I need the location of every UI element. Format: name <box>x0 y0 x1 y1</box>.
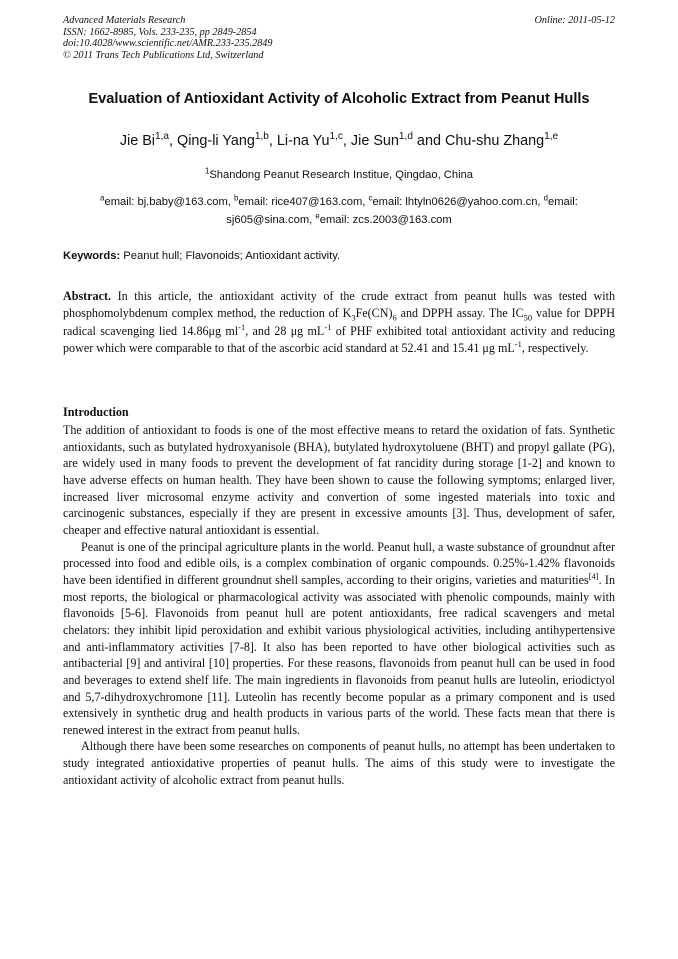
email-text: email: lhtyln0626@yahoo.com.cn, <box>372 196 544 208</box>
keywords <box>63 250 615 262</box>
abstract-text: , and 28 μg mL <box>245 323 325 338</box>
abstract-text: value for DPPH radical scavenging lied 14.86μg ml <box>63 306 616 338</box>
issn-line: ISSN: 1662-8985, Vols. 233-235, pp 2849-2854 <box>63 26 257 38</box>
abstract-text: Fe(CN) <box>355 306 393 321</box>
paragraph-text: Peanut is one of the principal agriculture plants in the world. Peanut hull, a waste substance of groundnut after processed into food and edible oils, is a complex combination of organic compounds. 0.25%-1.42% flavonoids have been identified in different groundnut shell samples, according to their origins, varieties and maturities <box>63 539 615 587</box>
section-heading-introduction: Introduction <box>63 405 129 419</box>
author-affil-sup: 1,e <box>544 131 559 143</box>
keywords-label: Keywords: <box>63 250 121 262</box>
keywords-text: Peanut hull; Flavonoids; Antioxidant activity. <box>120 250 341 262</box>
email-text: email: zcs.2003@163.com <box>319 213 452 226</box>
email-sup: c <box>368 193 373 203</box>
author-sep: , <box>268 133 277 149</box>
online-date: Online: 2011-05-12 <box>534 15 615 26</box>
author-name: Chu-shu Zhang <box>444 133 545 149</box>
journal-name: Advanced Materials Research <box>63 15 186 26</box>
abstract-label: Abstract. <box>63 289 112 303</box>
author-name: Jie Sun <box>350 133 399 149</box>
abstract-text: , respectively. <box>521 341 589 356</box>
paragraph <box>63 539 615 739</box>
email-text: email: bj.baby@163.com, <box>104 196 235 208</box>
abstract-text: and DPPH assay. The IC <box>396 306 524 321</box>
email-sup: d <box>543 193 548 203</box>
author-affil-sup: 1,d <box>398 131 413 143</box>
email-sup: b <box>234 193 239 203</box>
abstract-sup: -1 <box>514 339 522 350</box>
author-sep: , <box>169 133 178 149</box>
introduction-body <box>63 422 615 788</box>
abstract <box>63 288 615 358</box>
paragraph: Although there have been some researches on components of peanut hulls, no attempt has been undertaken to study integrated antioxidative properties of peanut hulls. The aims of this study were to investigate the antioxidant activity of alcoholic extract from peanut hulls. <box>63 739 615 787</box>
author-name: Jie Bi <box>119 133 156 149</box>
abstract-text: In this article, the antioxidant activity of the crude extract from peanut hulls was tested with phosphomolybdenum complex method, the reduction of K <box>63 289 615 321</box>
author-affil-sup: 1,c <box>329 131 343 143</box>
affiliation-text: Shandong Peanut Research Institue, Qingdao, China <box>209 169 474 181</box>
abstract-sub: 3 <box>351 312 356 323</box>
journal-header <box>63 15 615 61</box>
abstract-text: of PHF exhibited total antioxidant activity and reducing power which were comparable to that of the ascorbic acid standard at 52.41 and 15.41 μg mL <box>63 323 615 356</box>
abstract-sup: -1 <box>238 321 246 332</box>
paragraph: The addition of antioxidant to foods is one of the most effective means to retard the oxidation of fats. Synthetic antioxidants, such as butylated hydroxyanisole (BHA), butylated hydroxytoluene (BHT) and propyl gallate (PG), are widely used in many foods to prevent the development of fat rancidity during storage [1-2] and known to have adverse effects on human health. They have been shown to cause the following symptoms; enlarged liver, increased liver microsomal enzyme activity and convertion of some ingested materials into toxic and carcinogenic substances, especially if they are present in excessive amounts [3]. Thus, development of safer, cheaper and effective natural antioxidant is essential. <box>63 423 615 537</box>
author-list <box>30 133 648 149</box>
copyright-line: © 2011 Trans Tech Publications Ltd, Switzerland <box>63 49 264 61</box>
abstract-sup: -1 <box>324 321 332 332</box>
author-sep: , <box>342 133 351 149</box>
paper-title: Evaluation of Antioxidant Activity of Alcoholic Extract from Peanut Hulls <box>88 91 590 107</box>
email-text: email: sj605@sina.com, <box>226 196 578 226</box>
doi-line: doi:10.4028/www.scientific.net/AMR.233-235.2849 <box>63 38 273 50</box>
affiliation-sup: 1 <box>204 166 210 176</box>
abstract-sub: 50 <box>523 312 533 323</box>
email-sup: a <box>100 193 105 203</box>
author-name: Li-na Yu <box>276 133 330 149</box>
author-affil-sup: 1,a <box>155 131 170 143</box>
email-text: email: rice407@163.com, <box>238 196 369 208</box>
paragraph-text: . In most reports, the biological or pharmacological activity was associated with phenolic compounds, mainly with flavonoids [5-6]. Flavonoids from peanut hull are potent antioxidants, free radical scavengers and metal chelators: they inhibit lipid peroxidation and exhibit various physiological activities, including antihypertensive and anti-inflammatory activities [7-8]. It also has been reported to have other biological activities such as antibacterial [9] and antiviral [10] properties. For these reasons, flavonoids from peanut hull can be used in food and beverages to extend shelf life. The main ingredients in flavonoids from peanut hulls are luteolin, eriodictyol and 5,7-dihydroxychromone [11]. Luteolin has recently become popular as a primary component and is used extensively in synthetic drug and health products in various parts of the world. These facts mean that there is renewed interest in the extract from peanut hulls. <box>63 572 615 737</box>
author-affil-sup: 1,b <box>254 131 269 143</box>
email-list <box>63 194 615 229</box>
author-name: Qing-li Yang <box>177 133 255 149</box>
author-sep: and <box>412 133 445 149</box>
abstract-sub: 6 <box>392 312 397 323</box>
email-sup: e <box>315 210 320 220</box>
citation-sup: [4] <box>588 570 599 581</box>
affiliation <box>30 166 648 181</box>
